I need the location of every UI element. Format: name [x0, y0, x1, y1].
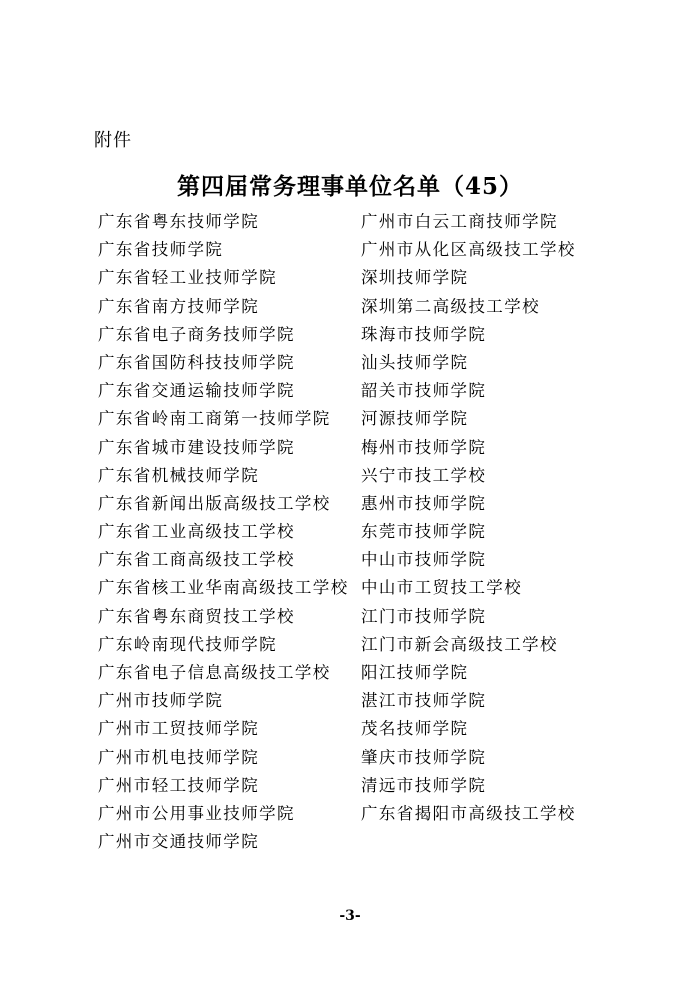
- list-item: 汕头技师学院: [361, 352, 469, 372]
- list-item: 梅州市技师学院: [361, 437, 487, 457]
- list-item: 广州市公用事业技师学院: [98, 803, 295, 823]
- list-item: 江门市新会高级技工学校: [361, 634, 558, 654]
- list-item: 惠州市技师学院: [361, 493, 487, 513]
- list-item: 广东省工业高级技工学校: [98, 522, 295, 542]
- page-number: -3-: [339, 908, 361, 924]
- list-item: 广东岭南现代技师学院: [98, 634, 277, 654]
- list-item: 广东省交通运输技师学院: [98, 381, 295, 401]
- list-item: 阳江技师学院: [361, 663, 469, 682]
- attachment-label: 附件: [94, 130, 132, 151]
- list-item: 广东省工商高级技工学校: [98, 550, 295, 570]
- list-item: 中山市技师学院: [361, 550, 487, 570]
- list-item: 广东省粤东技师学院: [98, 212, 260, 231]
- list-item: 广东省轻工业技师学院: [98, 268, 277, 288]
- list-item: 东莞市技师学院: [361, 522, 487, 542]
- list-item: 广州市工贸技师学院: [98, 719, 260, 739]
- list-item: 广东省电子信息高级技工学校: [98, 663, 331, 682]
- list-item: 中山市工贸技工学校: [361, 578, 523, 598]
- list-item: 广州市技师学院: [98, 691, 224, 711]
- list-item: 广州市轻工技师学院: [98, 775, 260, 795]
- list-item: 广东省城市建设技师学院: [98, 437, 295, 457]
- list-item: 广东省新闻出版高级技工学校: [98, 493, 331, 513]
- list-item: 广东省揭阳市高级技工学校: [361, 803, 576, 823]
- list-item: 兴宁市技工学校: [361, 465, 487, 485]
- list-item: 广州市白云工商技师学院: [361, 212, 558, 231]
- list-item: 韶关市技师学院: [361, 381, 487, 401]
- list-item: 河源技师学院: [361, 409, 469, 429]
- list-item: 广州市机电技师学院: [98, 747, 260, 767]
- list-item: 茂名技师学院: [361, 719, 469, 739]
- right-member-list: [361, 208, 621, 828]
- list-item: 广东省粤东商贸技工学校: [98, 606, 295, 626]
- list-item: 珠海市技师学院: [361, 324, 487, 344]
- list-item: 广东省国防科技技师学院: [98, 352, 295, 372]
- list-item: 广东省电子商务技师学院: [98, 324, 295, 344]
- list-item: 广东省机械技师学院: [98, 465, 260, 485]
- list-item: 肇庆市技师学院: [361, 747, 487, 767]
- document-title: 第四届常务理事单位名单（45）: [176, 173, 523, 200]
- list-item: 广州市交通技师学院: [98, 832, 260, 852]
- list-item: 广东省核工业华南高级技工学校: [98, 578, 349, 598]
- list-item: 广东省技师学院: [98, 240, 224, 260]
- list-item: 深圳技师学院: [361, 268, 469, 288]
- left-member-list: [98, 208, 358, 856]
- list-item: 江门市技师学院: [361, 606, 487, 626]
- list-item: 广东省南方技师学院: [98, 296, 260, 316]
- list-item: 湛江市技师学院: [361, 691, 487, 711]
- list-item: 广州市从化区高级技工学校: [361, 240, 576, 260]
- list-item: 广东省岭南工商第一技师学院: [98, 409, 331, 429]
- list-item: 深圳第二高级技工学校: [361, 296, 540, 316]
- list-item: 清远市技师学院: [361, 775, 487, 795]
